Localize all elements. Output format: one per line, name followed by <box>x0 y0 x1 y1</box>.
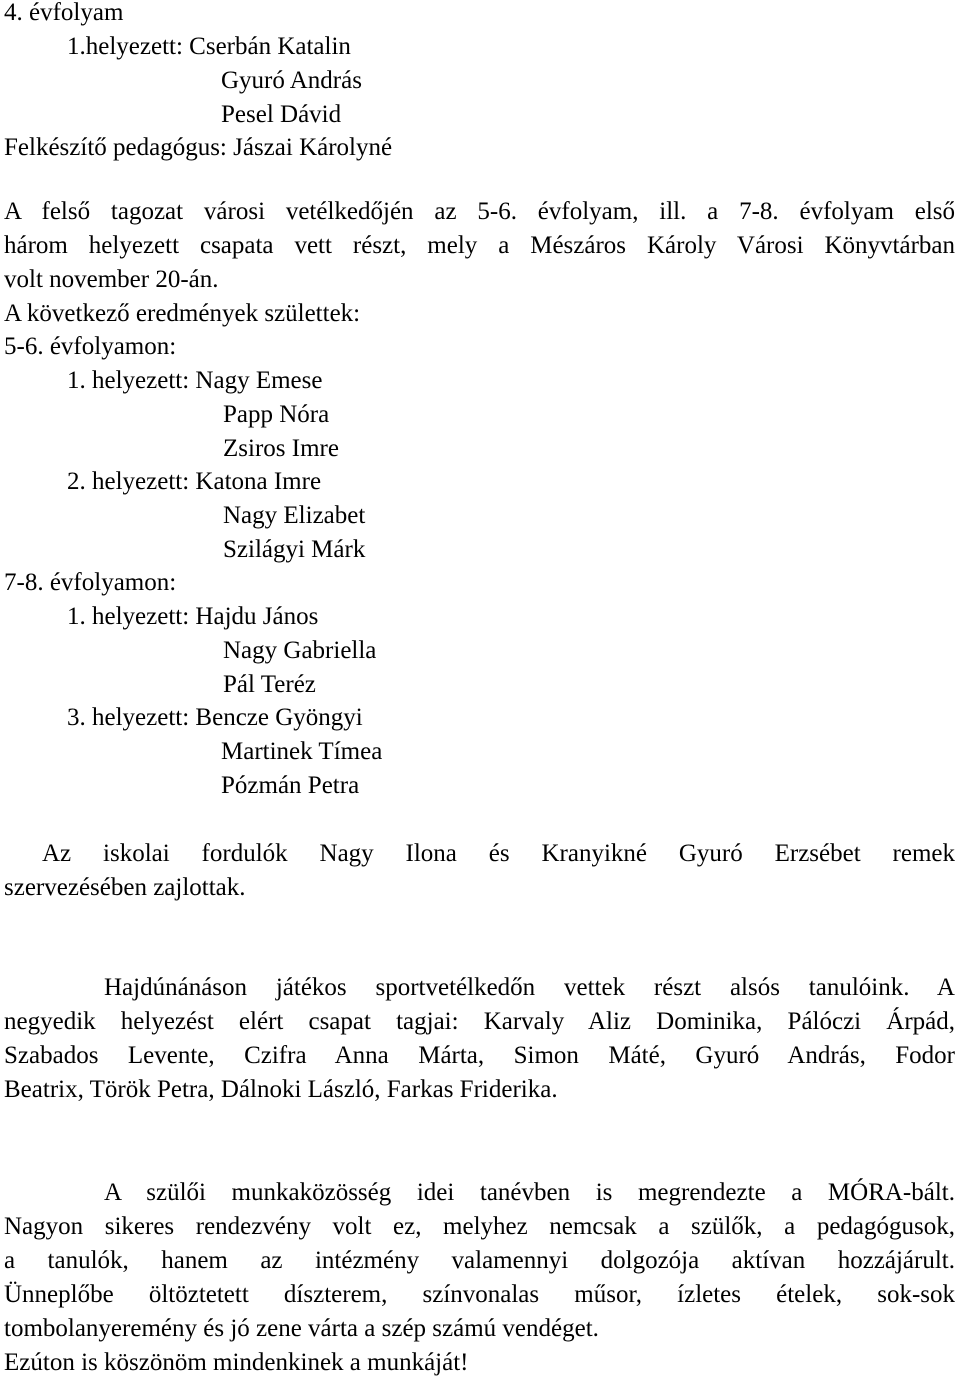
grade4-teacher: Felkészítő pedagógus: Jászai Károlyné <box>4 134 393 161</box>
sports-line: Szabados Levente, Czifra Anna Márta, Simon Máté, Gyuró András, Fodor <box>4 1042 955 1069</box>
intro-line: A felső tagozat városi vetélkedőjén az 5-6. évfolyam, ill. a 7-8. évfolyam első <box>4 198 955 225</box>
grade78-name: Martinek Tímea <box>221 738 383 765</box>
organizers-line: szervezésében zajlottak. <box>4 874 246 901</box>
grade56-first-place: 1. helyezett: Nagy Emese <box>67 367 323 394</box>
ball-line: Ünneplőbe öltöztetett díszterem, színvonalas műsor, ízletes ételek, sok-sok <box>4 1281 955 1308</box>
intro-line: A következő eredmények születtek: <box>4 300 361 327</box>
ball-line: a tanulók, hanem az intézmény valamennyi dolgozója aktívan hozzájárult. <box>4 1247 955 1274</box>
grade4-heading: 4. évfolyam <box>4 0 124 26</box>
grade78-first-place: 1. helyezett: Hajdu János <box>67 603 319 630</box>
intro-line: három helyezett csapata vett részt, mely a Mészáros Károly Városi Könyvtárban <box>4 232 955 259</box>
sports-line: negyedik helyezést elért csapat tagjai: Karvaly Aliz Dominika, Pálóczi Árpád, <box>4 1008 955 1035</box>
grade78-name: Pál Teréz <box>223 671 316 698</box>
grade56-name: Szilágyi Márk <box>223 536 366 563</box>
grade56-second-place: 2. helyezett: Katona Imre <box>67 468 322 495</box>
ball-line: A szülői munkaközösség idei tanévben is megrendezte a MÓRA-bált. <box>104 1179 955 1206</box>
grade56-name: Nagy Elizabet <box>223 502 366 529</box>
grade4-name: Gyuró András <box>221 67 362 94</box>
grade4-first-place: 1.helyezett: Cserbán Katalin <box>67 33 351 60</box>
intro-line: volt november 20-án. <box>4 266 219 293</box>
grade78-name: Nagy Gabriella <box>223 637 377 664</box>
grade56-name: Papp Nóra <box>223 401 330 428</box>
grade78-third-place: 3. helyezett: Bencze Gyöngyi <box>67 704 363 731</box>
sports-line: Hajdúnánáson játékos sportvetélkedőn vettek részt alsós tanulóink. A <box>104 974 955 1001</box>
ball-closing-line: Ezúton is köszönöm mindenkinek a munkáját! <box>4 1349 469 1376</box>
organizers-line: Az iskolai fordulók Nagy Ilona és Kranyikné Gyuró Erzsébet remek <box>42 840 955 867</box>
grade56-heading: 5-6. évfolyamon: <box>4 333 177 360</box>
grade56-name: Zsiros Imre <box>223 435 339 462</box>
grade78-name: Pózmán Petra <box>221 772 360 799</box>
grade4-name: Pesel Dávid <box>221 101 342 128</box>
ball-line: Nagyon sikeres rendezvény volt ez, melyhez nemcsak a szülők, a pedagógusok, <box>4 1213 955 1240</box>
sports-line: Beatrix, Török Petra, Dálnoki László, Farkas Friderika. <box>4 1076 558 1103</box>
grade78-heading: 7-8. évfolyamon: <box>4 569 177 596</box>
ball-line: tombolanyeremény és jó zene várta a szép számú vendéget. <box>4 1315 599 1342</box>
